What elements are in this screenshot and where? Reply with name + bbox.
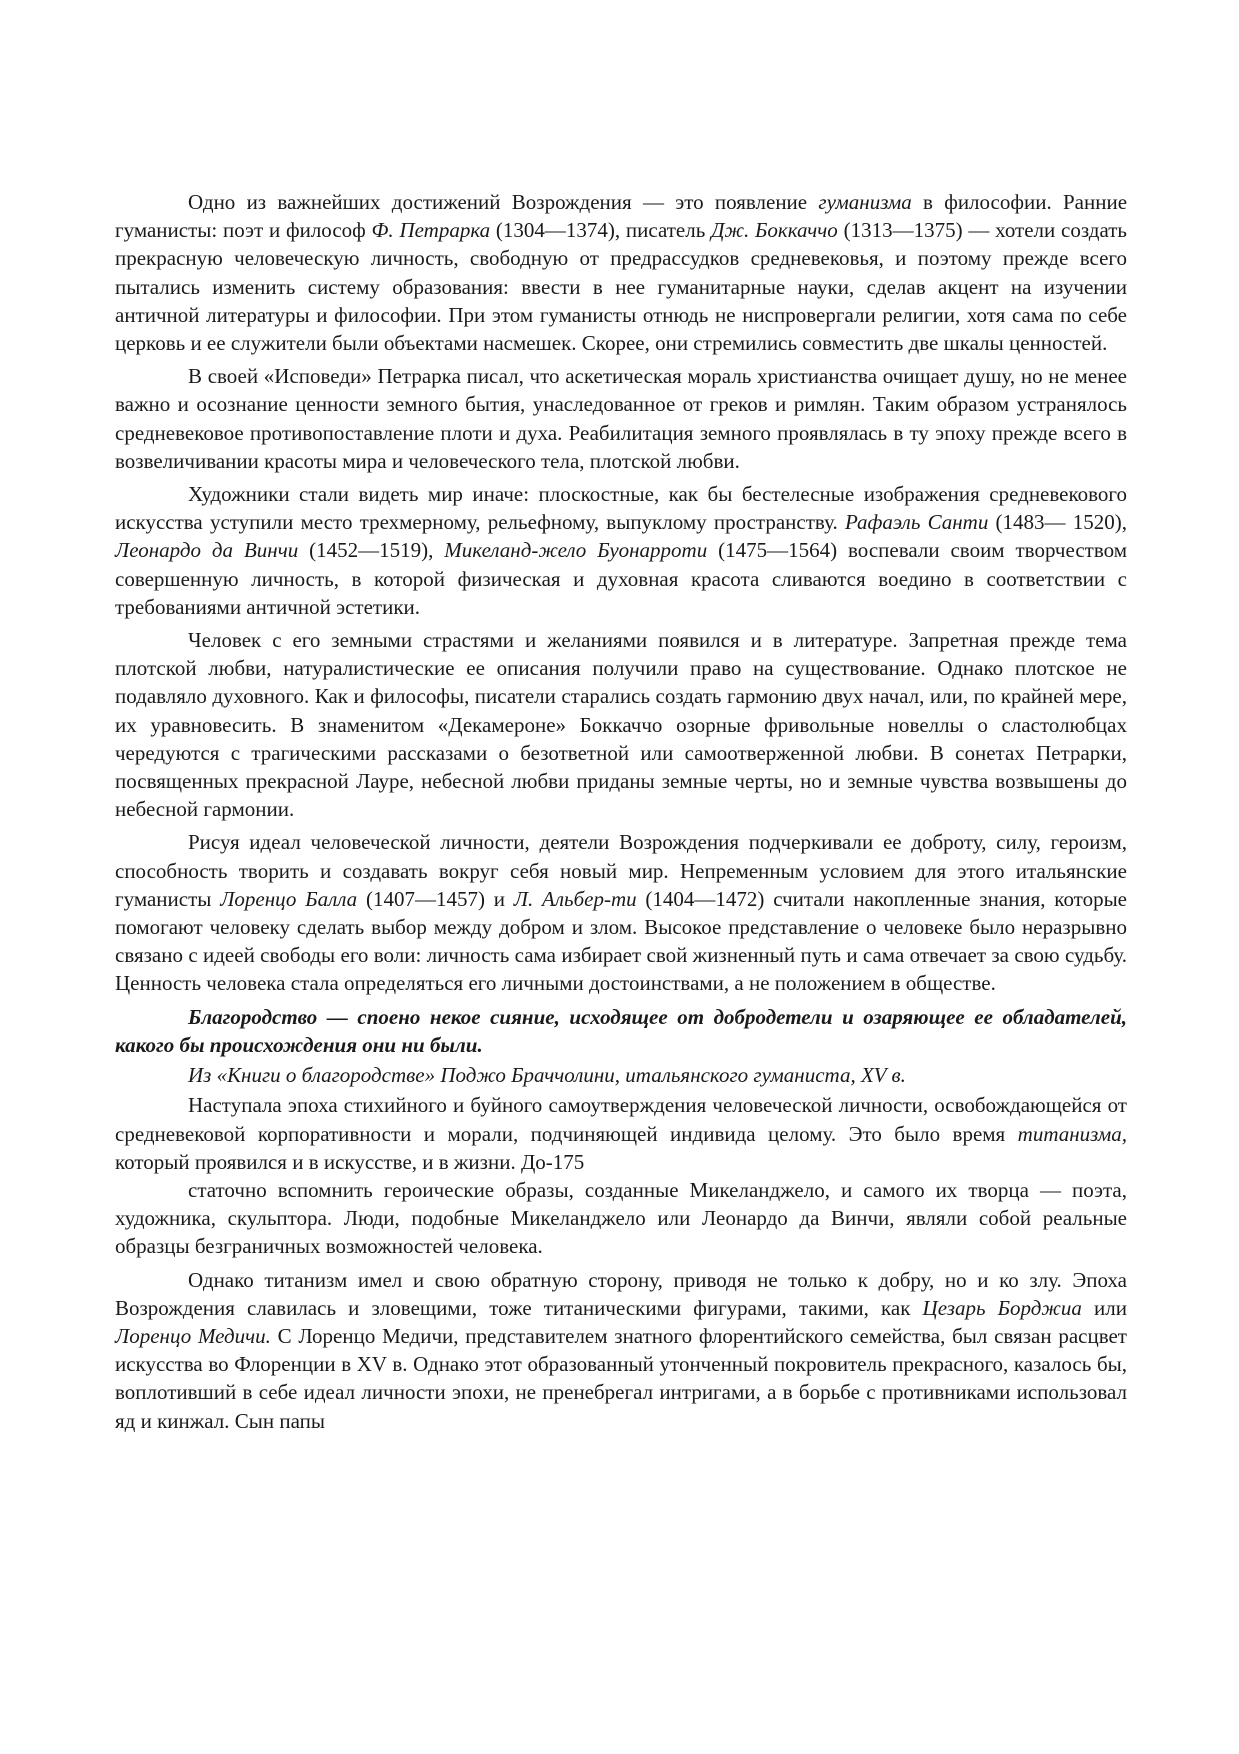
italic-term: Ф. Петрарка: [371, 218, 491, 243]
italic-term: гуманизма: [818, 190, 912, 214]
text-run: Наступала эпоха стихийного и буйного самоутверждения человеческой личности, освобождающейся от средневековой корпоративности и морали, подчиняющей индивида целому. Это было время: [115, 1093, 1127, 1146]
text-run: или: [1081, 1295, 1127, 1320]
text-run: (1304—1374), писатель: [490, 218, 712, 243]
text-paragraph: [115, 828, 1127, 997]
italic-term: титанизма,: [1017, 1121, 1127, 1146]
text-run: в философии. Ранние гуманисты: поэт и философ: [115, 190, 1128, 243]
text-run: Человек с его земными страстями и желаниями появился и в литературе. Запретная прежде тема плотской любви, натуралистические ее описания получили право на существование. Однако плотское не подавляло духовного. Как и философы, писатели старались создать гармонию двух начал, или, по крайней мере, их уравновесить. В знаменитом «Декамероне» Боккаччо озорные фривольные новеллы о сластолюбцах чередуются с трагическими рассказами о безответной или самоотверженной любви. В сонетах Петрарки, посвященных прекрасной Лауре, небесной любви приданы земные черты, но и земные чувства возвышены до небесной гармонии.: [115, 628, 1127, 822]
italic-term: Лоренцо Балла: [220, 886, 358, 911]
text-run: Благородство — споено некое сияние, исходящее от добродетели и озаряющее ее обладателей, какого бы происхождения они ни были.: [115, 1004, 1127, 1057]
text-paragraph: [115, 480, 1127, 621]
text-run: статочно вспомнить героические образы, созданные Микеланджело, и самого их творца — поэта, художника, скульптора. Люди, подобные Микеланджело или Леонардо да Винчи, являли собой реальные образцы безграничных возможностей человека.: [115, 1177, 1127, 1259]
italic-term: Л. Альбер-ти: [513, 886, 637, 911]
text-run: В своей «Исповеди» Петрарка писал, что аскетическая мораль христианства очищает душу, но не менее важно и осознание ценности земного бытия, унаследованное от греков и римлян. Таким образом устранялось средневековое противопоставление плоти и духа. Реабилитация земного проявлялась в ту эпоху прежде всего в возвеличивании красоты мира и человеческого тела, плотской любви.: [115, 364, 1127, 473]
text-run: Одно из важнейших достижений Возрождения — это появление: [188, 190, 819, 214]
text-run: Художники стали видеть мир иначе: плоскостные, как бы бестелесные изображения средневекового искусства уступили место трехмерному, рельефному, выпуклому пространству.: [115, 482, 1127, 535]
quote-source: [115, 1061, 1127, 1089]
text-run: Из «Книги о благородстве» Поджо Браччолини, итальянского гуманиста, XV в.: [188, 1063, 906, 1088]
italic-term: Лоренцо Медичи.: [115, 1323, 271, 1348]
text-run: (1313—1375) — хотели создать прекрасную человеческую личность, свободную от предрассудков средневековья, и поэтому прежде всего пытались изменить систему образования: ввести в нее гуманитарные науки, сделав акцент на изучении античной литературы и философии. При этом гуманисты отнюдь не ниспровергали религии, хотя сама по себе церковь и ее служители были объектами насмешек. Скорее, они стремились совместить две шкалы ценностей.: [115, 218, 1127, 356]
text-run: (1475—1564) воспевали своим творчеством совершенную личность, в которой физическая и духовная красота сливаются воедино в соответствии с требованиями античной эстетики.: [115, 538, 1127, 619]
italic-term: Леонардо да Винчи: [115, 538, 299, 563]
quote-paragraph: [115, 1003, 1127, 1059]
text-run: С Лоренцо Медичи, представителем знатного флорентийского семейства, был связан расцвет искусства во Флоренции в XV в. Однако этот образованный утонченный покровитель прекрасного, казалось бы, воплотивший в себе идеал личности эпохи, не пренебрегал интригами, а в борьбе с противниками использовал яд и кинжал. Сын папы: [115, 1323, 1127, 1433]
text-run: который проявился и в искусстве, и в жизни. До-175: [115, 1149, 585, 1174]
italic-term: Микеланд-жело Буонарроти: [444, 538, 708, 563]
document-body: [115, 188, 1127, 1435]
text-run: (1407—1457) и: [357, 886, 514, 911]
text-paragraph: [115, 1176, 1127, 1261]
text-paragraph: [115, 1091, 1127, 1176]
italic-term: Дж. Боккаччо: [711, 218, 838, 243]
text-run: (1483— 1520),: [988, 510, 1127, 535]
text-paragraph: [115, 626, 1127, 823]
text-run: (1404—1472) считали накопленные знания, которые помогают человеку сделать выбор между добром и злом. Высокое представление о человеке было неразрывно связано с идеей свободы его воли: личность сама избирает свой жизненный путь и сама отвечает за свою судьбу. Ценность человека стала определяться его личными достоинствами, а не положением в обществе.: [115, 886, 1127, 996]
text-run: (1452—1519),: [298, 538, 445, 563]
text-paragraph: [115, 362, 1127, 475]
text-run: Рисуя идеал человеческой личности, деятели Возрождения подчеркивали ее доброту, силу, героизм, способность творить и создавать вокруг себя новый мир. Непременным условием для этого итальянские гуманисты: [115, 830, 1127, 911]
text-run: Однако титанизм имел и свою обратную сторону, приводя не только к добру, но и ко злу. Эпоха Возрождения славилась и зловещими, тоже титаническими фигурами, такими, как: [115, 1267, 1127, 1320]
text-paragraph: [115, 1266, 1127, 1435]
text-paragraph: [115, 188, 1127, 357]
document-page: [115, 188, 1127, 1440]
italic-term: Рафаэль Санти: [844, 510, 989, 535]
italic-term: Цезарь Борджиа: [922, 1295, 1082, 1320]
